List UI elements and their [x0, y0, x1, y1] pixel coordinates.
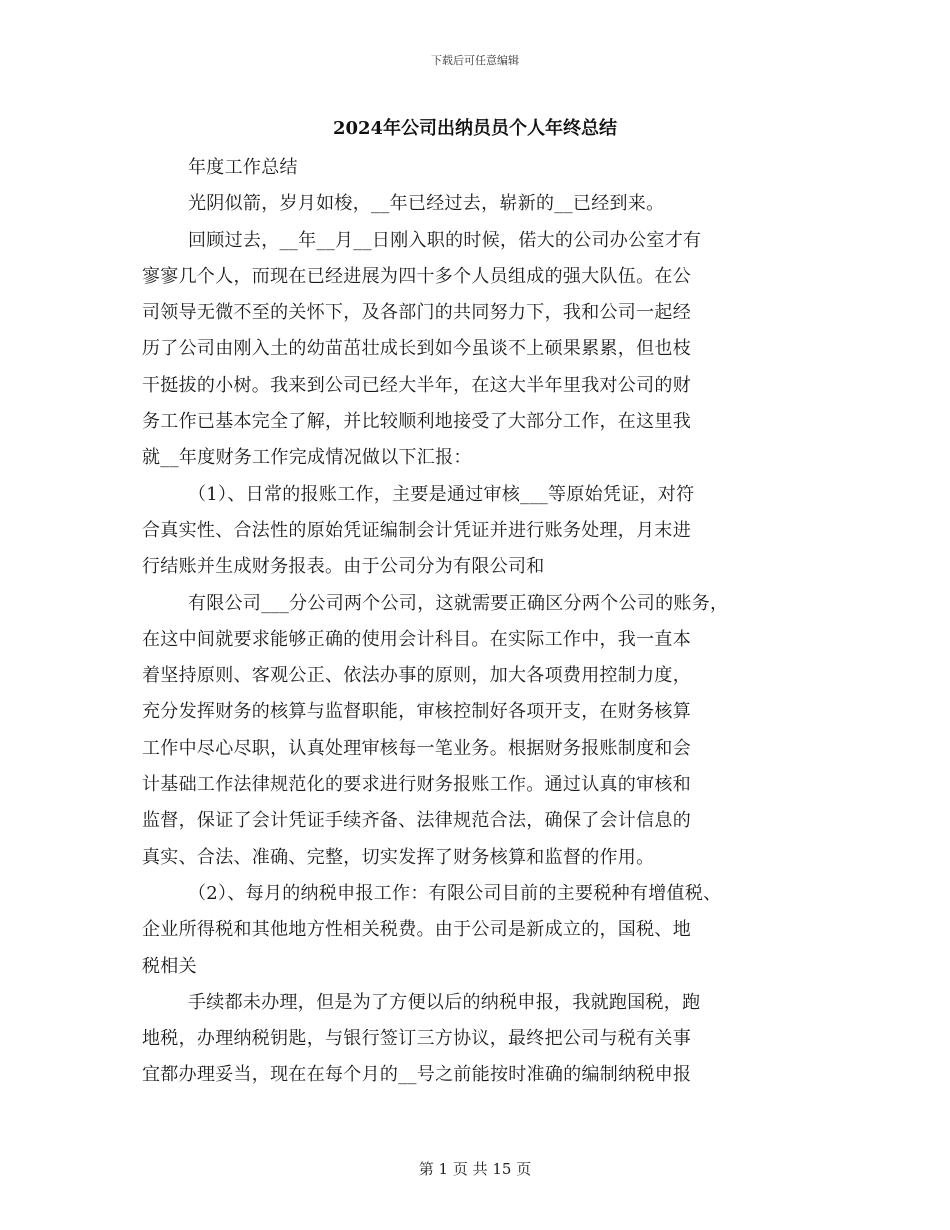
text-line: 税相关 — [142, 955, 197, 977]
text-line: 光阴似箭，岁月如梭，__年已经过去，崭新的__已经到来。 — [188, 193, 665, 215]
document-title: 2024年公司出纳员员个人年终总结 — [332, 118, 618, 139]
text-line: 在这中间就要求能够正确的使用会计科目。在实际工作中，我一直本 — [142, 628, 691, 650]
header-note: 下载后可任意编辑 — [431, 54, 519, 67]
text-line: 宜都办理妥当，现在在每个月的__号之前能按时准确的编制纳税申报 — [142, 1064, 692, 1086]
text-line: 真实、合法、准确、完整，切实发挥了财务核算和监督的作用。 — [142, 846, 655, 868]
text-line: 监督，保证了会计凭证手续齐备、法律规范合法，确保了会计信息的 — [142, 810, 691, 832]
text-line: 年度工作总结 — [188, 157, 298, 178]
text-line: 工作中尽心尽职，认真处理审核每一笔业务。根据财务报账制度和会 — [142, 737, 691, 759]
text-line: 就__年度财务工作完成情况做以下汇报： — [142, 447, 472, 469]
text-line: 合真实性、合法性的原始凭证编制会计凭证并进行账务处理，月末进 — [142, 519, 691, 541]
document-body — [142, 150, 832, 1094]
text-line: 有限公司___分公司两个公司，这就需要正确区分两个公司的账务， — [188, 592, 729, 614]
text-line: 充分发挥财务的核算与监督职能，审核控制好各项开支，在财务核算 — [142, 701, 691, 723]
text-line: 企业所得税和其他地方性相关税费。由于公司是新成立的，国税、地 — [142, 919, 691, 941]
text-line: 寥寥几个人，而现在已经进展为四十多个人员组成的强大队伍。在公 — [142, 265, 691, 287]
text-line: 行结账并生成财务报表。由于公司分为有限公司和 — [142, 556, 545, 578]
text-line: 计基础工作法律规范化的要求进行财务报账工作。通过认真的审核和 — [142, 774, 691, 796]
text-line: 手续都未办理，但是为了方便以后的纳税申报，我就跑国税，跑 — [188, 991, 701, 1013]
text-line: 务工作已基本完全了解，并比较顺利地接受了大部分工作，在这里我 — [142, 411, 691, 433]
text-line: 干挺拔的小树。我来到公司已经大半年，在这大半年里我对公司的财 — [142, 374, 691, 396]
text-line: 历了公司由刚入土的幼苗茁壮成长到如今虽谈不上硕果累累，但也枝 — [142, 338, 691, 360]
text-line: 地税，办理纳税钥匙，与银行签订三方协议，最终把公司与税有关事 — [142, 1028, 691, 1050]
text-line: （2）、每月的纳税申报工作：有限公司目前的主要税种有增值税、 — [188, 882, 722, 904]
page-footer: 第 1 页 共 15 页 — [418, 1160, 532, 1178]
text-line: 回顾过去，__年__月__日刚入职的时候，偌大的公司办公室才有 — [188, 229, 702, 251]
text-line: 司领导无微不至的关怀下，及各部门的共同努力下，我和公司一起经 — [142, 302, 691, 324]
text-line: 着坚持原则、客观公正、依法办事的原则，加大各项费用控制力度， — [142, 665, 691, 687]
text-line: （1）、日常的报账工作，主要是通过审核___等原始凭证，对符 — [188, 483, 695, 505]
